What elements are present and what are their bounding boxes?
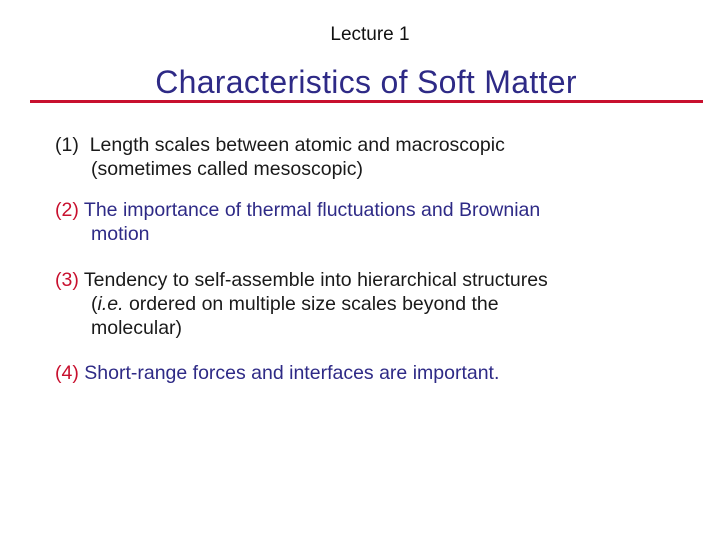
list-item-1-text-line-1: Length scales between atomic and macroscopic — [89, 134, 505, 156]
list-item-2-line-1 — [55, 198, 695, 222]
list-item-4 — [55, 361, 695, 385]
list-item-2-text-line-1: The importance of thermal fluctuations and Brownian — [83, 199, 541, 221]
list-item-2-number: (2) — [55, 199, 79, 221]
list-item-4-text-line-1: Short-range forces and interfaces are important. — [84, 362, 500, 384]
list-item-1-text-line-2: (sometimes called mesoscopic) — [91, 158, 364, 180]
list-item-2-text-line-2: motion — [91, 223, 150, 245]
list-item-3-line-2: (i.e. ordered on multiple size scales beyond the — [91, 293, 499, 315]
list-item-3-text-line-2: ordered on multiple size scales beyond the — [128, 293, 499, 315]
lecture-label: Lecture 1 — [330, 24, 410, 45]
list-item-3-ie-abbrev: i.e. — [97, 293, 124, 315]
list-item-2 — [55, 198, 695, 246]
list-item-3 — [55, 268, 695, 340]
list-item-1-number: (1) — [55, 134, 79, 156]
list-item-3-text-line-3: molecular) — [91, 317, 183, 339]
list-item-3-text-line-1: Tendency to self-assemble into hierarchical structures — [83, 269, 548, 291]
list-item-3-line-1 — [55, 268, 695, 292]
list-item-4-number: (4) — [55, 362, 79, 384]
list-item-1 — [55, 133, 695, 181]
title-underline-rule — [30, 100, 703, 103]
slide-title: Characteristics of Soft Matter — [155, 64, 577, 100]
list-item-3-number: (3) — [55, 269, 79, 291]
list-item-1-line-1 — [55, 133, 695, 157]
list-item-4-line-1 — [55, 361, 695, 385]
